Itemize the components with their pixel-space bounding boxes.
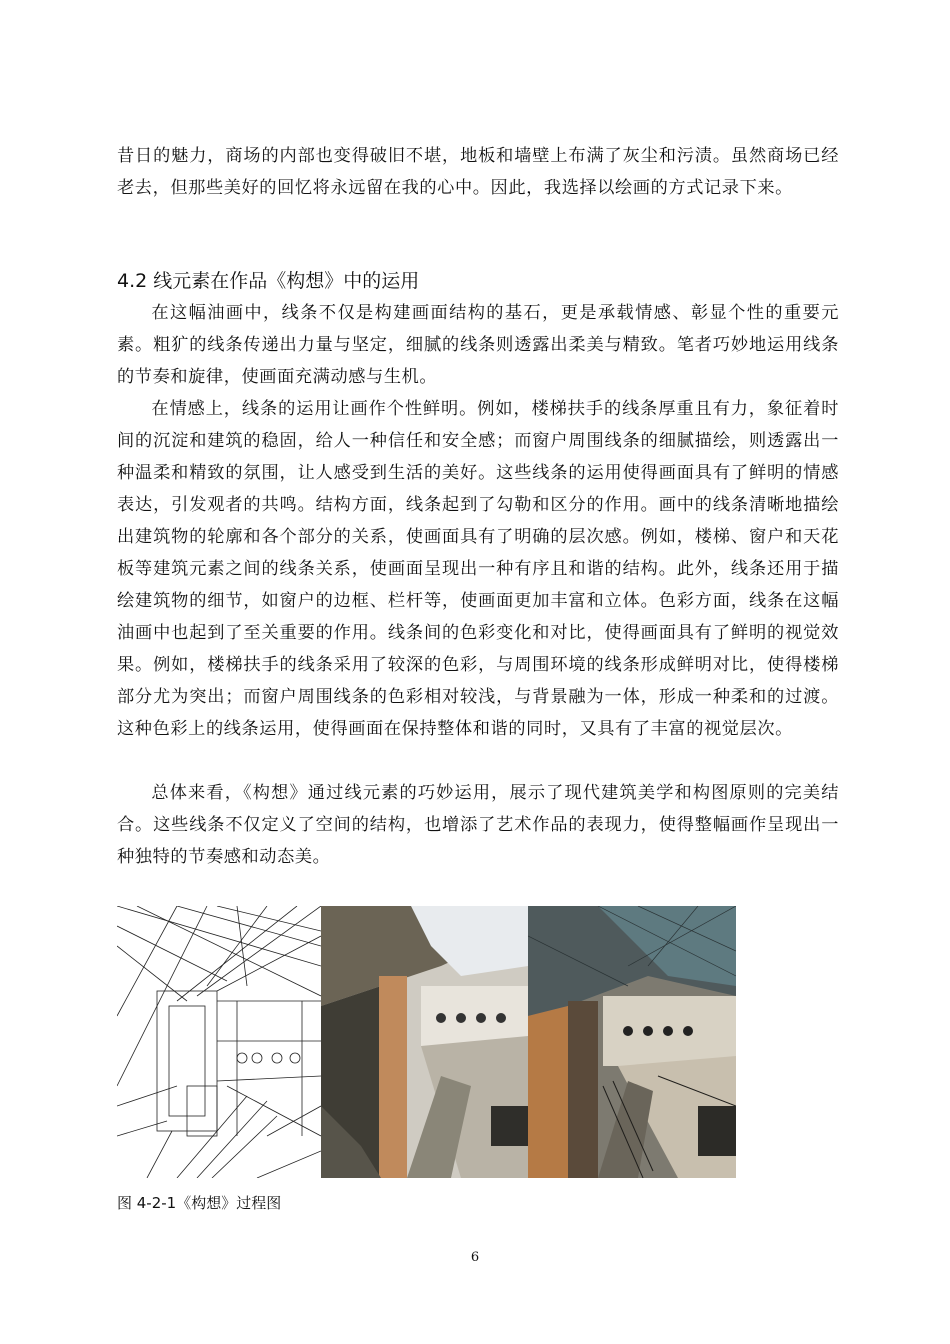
line-sketch-image	[117, 906, 321, 1178]
underpainting-image	[321, 906, 528, 1178]
paragraph-1: 在这幅油画中，线条不仅是构建画面结构的基石，更是承载情感、彰显个性的重要元素。粗犷的线条传递出力量与坚定，细腻的线条则透露出柔美与精致。笔者巧妙地运用线条的节奏和旋律，使画面充满动感与生机。	[117, 303, 839, 387]
process-figure	[117, 906, 736, 1178]
paragraph-intro: 昔日的魅力，商场的内部也变得破旧不堪，地板和墙壁上布满了灰尘和污渍。虽然商场已经老去，但那些美好的回忆将永远留在我的心中。因此，我选择以绘画的方式记录下来。	[117, 146, 839, 198]
underpainting-panel	[321, 906, 528, 1178]
page-number: 6	[470, 1250, 480, 1265]
paragraph-3: 总体来看，《构想》通过线元素的巧妙运用，展示了现代建筑美学和构图原则的完美结合。这些线条不仅定义了空间的结构，也增添了艺术作品的表现力，使得整幅画作呈现出一种独特的节奏感和动态美。	[117, 783, 839, 867]
finished-painting-image	[528, 906, 736, 1178]
finished-painting-panel	[528, 906, 736, 1178]
section-heading: 4.2 线元素在作品《构想》中的运用	[117, 270, 420, 292]
line-sketch-panel	[117, 906, 321, 1178]
figure-caption: 图 4-2-1《构想》过程图	[117, 1194, 282, 1212]
paragraph-2: 在情感上，线条的运用让画作个性鲜明。例如，楼梯扶手的线条厚重且有力，象征着时间的沉淀和建筑的稳固，给人一种信任和安全感；而窗户周围线条的细腻描绘，则透露出一种温柔和精致的氛围，让人感受到生活的美好。这些线条的运用使得画面具有了鲜明的情感表达，引发观者的共鸣。结构方面，线条起到了勾勒和区分的作用。画中的线条清晰地描绘出建筑物的轮廓和各个部分的关系，使画面具有了明确的层次感。例如，楼梯、窗户和天花板等建筑元素之间的线条关系，使画面呈现出一种有序且和谐的结构。此外，线条还用于描绘建筑物的细节，如窗户的边框、栏杆等，使画面更加丰富和立体。色彩方面，线条在这幅油画中也起到了至关重要的作用。线条间的色彩变化和对比，使得画面具有了鲜明的视觉效果。例如，楼梯扶手的线条采用了较深的色彩，与周围环境的线条形成鲜明对比，使得楼梯部分尤为突出；而窗户周围线条的色彩相对较浅，与背景融为一体，形成一种柔和的过渡。这种色彩上的线条运用，使得画面在保持整体和谐的同时，又具有了丰富的视觉层次。	[117, 399, 839, 739]
